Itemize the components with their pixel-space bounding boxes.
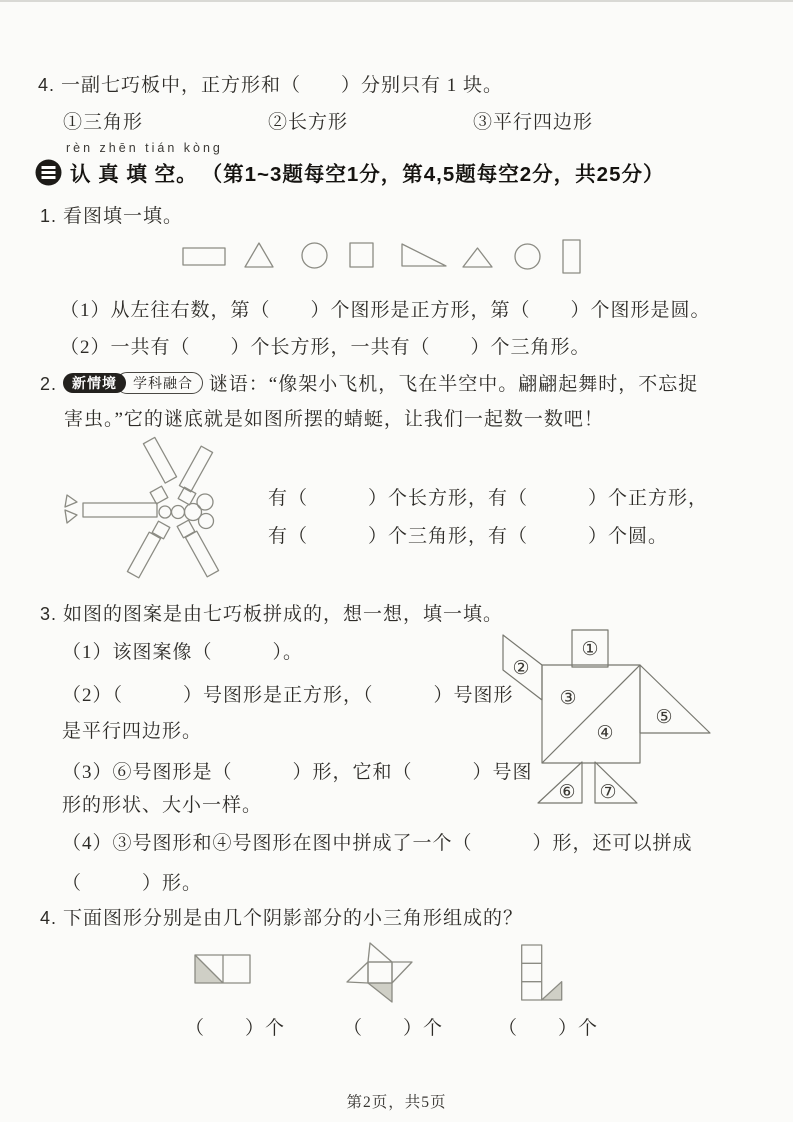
question-4	[40, 903, 523, 930]
icon-bar	[42, 171, 56, 174]
section-pinyin: rèn zhēn tián kòng	[66, 141, 223, 155]
q4-answer-blank-3: （ ）个	[498, 1018, 599, 1039]
eye-circle	[199, 514, 214, 529]
right-triangle-shape	[402, 244, 446, 266]
pinwheel-triangle	[392, 962, 412, 983]
piece-label-5: ⑤	[655, 707, 673, 728]
circle-shape	[302, 243, 327, 268]
question-number: 4.	[38, 75, 56, 95]
question-3	[40, 599, 503, 626]
q3-sub4a: （4）③号图形和④号图形在图中拼成了一个（ ）形，还可以拼成	[62, 833, 693, 854]
q1-shapes-row-figure	[175, 233, 590, 281]
q4-answer-blank-1: （ ）个	[185, 1018, 286, 1039]
body-circle	[159, 506, 171, 518]
wing-rectangle	[127, 532, 160, 578]
q4-figure-a	[193, 951, 255, 985]
q4-answer-blank-2: （ ）个	[343, 1018, 444, 1039]
q4-figure-c	[518, 940, 568, 1004]
question-text: 一副七巧板中，正方形和（ ）分别只有 1 块。	[61, 75, 504, 96]
circled-three-bars-icon	[35, 159, 62, 186]
tangram-diagonal	[542, 665, 640, 763]
option-2: ②长方形	[268, 112, 349, 133]
tangram-wing-triangle	[640, 665, 710, 733]
q2-blank2: 有（ ）个三角形，有（ ）个圆。	[268, 526, 669, 547]
q1-sub2: （2）一共有（ ）个长方形，一共有（ ）个三角形。	[60, 337, 591, 358]
question-number: 2.	[40, 374, 58, 394]
question-text: 看图填一填。	[63, 206, 184, 227]
question-2	[40, 369, 698, 396]
body-rectangle	[83, 503, 157, 517]
tail-triangle	[65, 510, 77, 523]
question-number: 4.	[40, 908, 58, 928]
question-text: 下面图形分别是由几个阴影部分的小三角形组成的？	[63, 908, 524, 929]
q3-sub4b: （ ）形。	[62, 873, 203, 894]
wing-square	[150, 486, 168, 504]
question-text: 如图的图案是由七巧板拼成的，想一想，填一填。	[63, 604, 504, 625]
q4-figure-b	[342, 936, 420, 1008]
question-number: 3.	[40, 604, 58, 624]
new-scenario-badge: 新情境	[63, 373, 126, 393]
piece-label-1: ①	[581, 639, 599, 660]
wing-square	[177, 520, 195, 538]
question-number: 1.	[40, 206, 58, 226]
q3-sub3b: 形的形状、大小一样。	[62, 795, 263, 816]
q2-blank1: 有（ ）个长方形，有（ ）个正方形，	[268, 488, 709, 509]
question-1	[40, 201, 183, 228]
triangle-shape	[463, 248, 492, 267]
icon-bar	[42, 176, 56, 179]
tall-rectangle-shape	[563, 240, 580, 273]
wing-square	[152, 521, 170, 539]
riddle-line1: 谜语：“像架小飞机，飞在半空中。翩翩起舞时，不忘捉	[208, 374, 699, 395]
triangle-shape	[245, 243, 273, 267]
center-square	[368, 962, 392, 983]
piece-label-3: ③	[559, 688, 577, 709]
q3-sub2a: （2）（ ）号图形是正方形，（ ）号图形	[62, 685, 514, 706]
subject-integration-badge: 学科融合	[116, 372, 203, 394]
question-4-top	[38, 70, 503, 97]
piece-label-7: ⑦	[599, 782, 617, 803]
option-3: ③平行四边形	[473, 112, 594, 133]
rectangle-shape	[183, 248, 225, 265]
section-title: 认 真 填 空。	[70, 163, 198, 186]
q3-sub1: （1）该图案像（ ）。	[62, 642, 304, 663]
icon-bar	[42, 166, 56, 169]
piece-label-6: ⑥	[558, 782, 576, 803]
piece-label-4: ④	[596, 723, 614, 744]
tangram-bird-figure	[495, 622, 720, 814]
option-1: ①三角形	[63, 112, 144, 133]
eye-circle	[197, 494, 213, 510]
page-footer: 第2页，共5页	[346, 1094, 447, 1111]
section-header	[35, 157, 664, 187]
scan-edge-line	[0, 0, 793, 2]
wing-rectangle	[185, 531, 218, 577]
q3-sub2b: 是平行四边形。	[62, 721, 203, 742]
circle-shape	[515, 244, 540, 269]
pinwheel-triangle	[347, 962, 368, 983]
dragonfly-figure	[58, 438, 236, 586]
riddle-line2: 害虫。”它的谜底就是如图所摆的蜻蜓，让我们一起数一数吧！	[64, 409, 604, 430]
body-circle	[172, 506, 185, 519]
q1-sub1: （1）从左往右数，第（ ）个图形是正方形，第（ ）个图形是圆。	[60, 300, 711, 321]
square-shape	[350, 243, 373, 267]
piece-label-2: ②	[512, 658, 530, 679]
column-rectangle	[522, 945, 542, 1000]
pinwheel-triangle	[368, 943, 392, 962]
tail-triangle	[65, 495, 77, 507]
q3-sub3a: （3）⑥号图形是（ ）形，它和（ ）号图	[62, 762, 533, 783]
section-score-note: （第1~3题每空1分，第4,5题每空2分，共25分）	[201, 163, 665, 186]
wing-rectangle	[179, 446, 212, 492]
wing-rectangle	[143, 437, 176, 483]
